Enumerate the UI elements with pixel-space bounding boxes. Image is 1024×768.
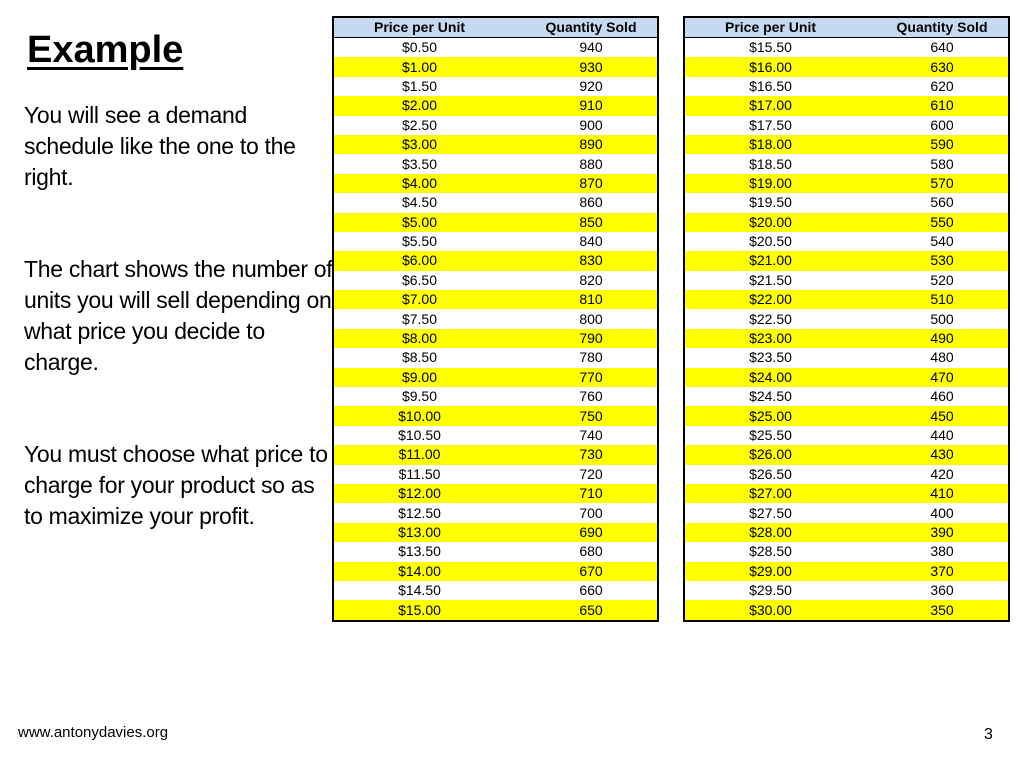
table-row — [684, 213, 1009, 232]
table-row — [333, 368, 658, 387]
table-row — [684, 426, 1009, 445]
price-cell: $12.50 — [333, 503, 525, 522]
quantity-cell: 440 — [876, 426, 1009, 445]
quantity-cell: 880 — [525, 154, 658, 173]
price-cell: $17.00 — [684, 96, 876, 115]
table-row — [684, 232, 1009, 251]
table-row — [333, 193, 658, 212]
price-cell: $20.00 — [684, 213, 876, 232]
price-cell: $8.50 — [333, 348, 525, 367]
quantity-cell: 620 — [876, 77, 1009, 96]
table-row — [684, 562, 1009, 581]
table-row — [333, 581, 658, 600]
table-row — [684, 154, 1009, 173]
quantity-cell: 580 — [876, 154, 1009, 173]
quantity-cell: 420 — [876, 465, 1009, 484]
quantity-cell: 650 — [525, 600, 658, 620]
price-cell: $9.50 — [333, 387, 525, 406]
table-row — [684, 309, 1009, 328]
table-row — [684, 271, 1009, 290]
price-cell: $13.50 — [333, 542, 525, 561]
table-row — [684, 290, 1009, 309]
quantity-cell: 680 — [525, 542, 658, 561]
demand-schedule-table-left — [332, 16, 659, 622]
quantity-cell: 510 — [876, 290, 1009, 309]
quantity-cell: 370 — [876, 562, 1009, 581]
quantity-cell: 860 — [525, 193, 658, 212]
quantity-cell: 710 — [525, 484, 658, 503]
price-cell: $3.50 — [333, 154, 525, 173]
price-cell: $30.00 — [684, 600, 876, 620]
price-cell: $14.50 — [333, 581, 525, 600]
quantity-cell: 500 — [876, 309, 1009, 328]
price-cell: $22.50 — [684, 309, 876, 328]
table-row — [333, 213, 658, 232]
price-cell: $7.50 — [333, 309, 525, 328]
table-row — [333, 542, 658, 561]
quantity-cell: 890 — [525, 135, 658, 154]
price-per-unit-header: Price per Unit — [333, 17, 525, 38]
price-cell: $2.50 — [333, 116, 525, 135]
quantity-cell: 480 — [876, 348, 1009, 367]
price-cell: $6.00 — [333, 251, 525, 270]
table-row — [333, 77, 658, 96]
table-row — [333, 465, 658, 484]
price-cell: $15.00 — [333, 600, 525, 620]
price-cell: $28.00 — [684, 523, 876, 542]
price-cell: $14.00 — [333, 562, 525, 581]
instruction-paragraph: You must choose what price to charge for your product so as to maximize your profit. — [24, 441, 328, 529]
table-row — [684, 174, 1009, 193]
quantity-cell: 740 — [525, 426, 658, 445]
table-row — [333, 96, 658, 115]
quantity-cell: 600 — [876, 116, 1009, 135]
price-cell: $5.00 — [333, 213, 525, 232]
table-row — [333, 174, 658, 193]
price-cell: $10.00 — [333, 406, 525, 425]
quantity-cell: 820 — [525, 271, 658, 290]
quantity-cell: 840 — [525, 232, 658, 251]
table-row — [684, 542, 1009, 561]
price-cell: $24.50 — [684, 387, 876, 406]
table-row — [684, 523, 1009, 542]
price-cell: $23.00 — [684, 329, 876, 348]
quantity-cell: 520 — [876, 271, 1009, 290]
table-row — [684, 465, 1009, 484]
table-row — [684, 387, 1009, 406]
table-row — [684, 57, 1009, 76]
quantity-cell: 470 — [876, 368, 1009, 387]
price-cell: $15.50 — [684, 38, 876, 58]
table-row — [684, 348, 1009, 367]
price-cell: $21.50 — [684, 271, 876, 290]
price-cell: $6.50 — [333, 271, 525, 290]
quantity-cell: 920 — [525, 77, 658, 96]
quantity-cell: 430 — [876, 445, 1009, 464]
price-cell: $8.00 — [333, 329, 525, 348]
table-row — [684, 581, 1009, 600]
quantity-cell: 410 — [876, 484, 1009, 503]
table-row — [333, 348, 658, 367]
price-cell: $16.50 — [684, 77, 876, 96]
quantity-cell: 790 — [525, 329, 658, 348]
quantity-cell: 700 — [525, 503, 658, 522]
table-row — [684, 96, 1009, 115]
price-cell: $26.00 — [684, 445, 876, 464]
table-row — [684, 600, 1009, 620]
table-row — [333, 406, 658, 425]
quantity-cell: 660 — [525, 581, 658, 600]
quantity-cell: 550 — [876, 213, 1009, 232]
table-row — [684, 193, 1009, 212]
price-cell: $18.50 — [684, 154, 876, 173]
price-cell: $19.00 — [684, 174, 876, 193]
price-cell: $22.00 — [684, 290, 876, 309]
table-row — [684, 77, 1009, 96]
quantity-cell: 400 — [876, 503, 1009, 522]
table-row — [684, 116, 1009, 135]
table-row — [333, 309, 658, 328]
price-cell: $11.00 — [333, 445, 525, 464]
footer-website: www.antonydavies.org — [18, 724, 169, 741]
price-per-unit-header: Price per Unit — [684, 17, 876, 38]
price-cell: $28.50 — [684, 542, 876, 561]
quantity-cell: 350 — [876, 600, 1009, 620]
table-row — [333, 445, 658, 464]
chart-explanation-paragraph: The chart shows the number of units you will sell depending on what price you decide to charge. — [24, 256, 333, 375]
price-cell: $2.00 — [333, 96, 525, 115]
quantity-cell: 360 — [876, 581, 1009, 600]
quantity-sold-header: Quantity Sold — [876, 17, 1009, 38]
quantity-cell: 720 — [525, 465, 658, 484]
table-row — [333, 116, 658, 135]
table-row — [684, 445, 1009, 464]
price-cell: $24.00 — [684, 368, 876, 387]
price-cell: $13.00 — [333, 523, 525, 542]
quantity-cell: 610 — [876, 96, 1009, 115]
price-cell: $1.50 — [333, 77, 525, 96]
table-row — [684, 251, 1009, 270]
table-row — [333, 271, 658, 290]
table-row — [333, 38, 658, 58]
price-cell: $18.00 — [684, 135, 876, 154]
price-cell: $4.50 — [333, 193, 525, 212]
quantity-sold-header: Quantity Sold — [525, 17, 658, 38]
intro-paragraph: You will see a demand schedule like the one to the right. — [24, 102, 296, 190]
price-cell: $10.50 — [333, 426, 525, 445]
price-cell: $0.50 — [333, 38, 525, 58]
table-row — [333, 484, 658, 503]
table-row — [684, 406, 1009, 425]
price-cell: $7.00 — [333, 290, 525, 309]
price-cell: $1.00 — [333, 57, 525, 76]
table-row — [684, 484, 1009, 503]
price-cell: $9.00 — [333, 368, 525, 387]
quantity-cell: 570 — [876, 174, 1009, 193]
quantity-cell: 810 — [525, 290, 658, 309]
table-header-row — [333, 17, 658, 38]
table-row — [333, 562, 658, 581]
quantity-cell: 830 — [525, 251, 658, 270]
quantity-cell: 870 — [525, 174, 658, 193]
price-cell: $27.00 — [684, 484, 876, 503]
price-cell: $17.50 — [684, 116, 876, 135]
table-row — [684, 368, 1009, 387]
quantity-cell: 930 — [525, 57, 658, 76]
price-cell: $3.00 — [333, 135, 525, 154]
quantity-cell: 940 — [525, 38, 658, 58]
slide-title: Example — [27, 29, 184, 71]
quantity-cell: 900 — [525, 116, 658, 135]
quantity-cell: 750 — [525, 406, 658, 425]
quantity-cell: 460 — [876, 387, 1009, 406]
table-row — [333, 523, 658, 542]
quantity-cell: 770 — [525, 368, 658, 387]
price-cell: $23.50 — [684, 348, 876, 367]
table-row — [684, 329, 1009, 348]
quantity-cell: 730 — [525, 445, 658, 464]
price-cell: $5.50 — [333, 232, 525, 251]
price-cell: $16.00 — [684, 57, 876, 76]
price-cell: $12.00 — [333, 484, 525, 503]
quantity-cell: 530 — [876, 251, 1009, 270]
quantity-cell: 640 — [876, 38, 1009, 58]
price-cell: $29.50 — [684, 581, 876, 600]
table-row — [333, 503, 658, 522]
quantity-cell: 540 — [876, 232, 1009, 251]
price-cell: $21.00 — [684, 251, 876, 270]
table-row — [684, 38, 1009, 58]
quantity-cell: 670 — [525, 562, 658, 581]
table-row — [333, 329, 658, 348]
price-cell: $19.50 — [684, 193, 876, 212]
demand-schedule-table-right — [683, 16, 1010, 622]
price-cell: $11.50 — [333, 465, 525, 484]
quantity-cell: 760 — [525, 387, 658, 406]
table-header-row — [684, 17, 1009, 38]
quantity-cell: 390 — [876, 523, 1009, 542]
table-row — [333, 57, 658, 76]
quantity-cell: 590 — [876, 135, 1009, 154]
quantity-cell: 490 — [876, 329, 1009, 348]
price-cell: $4.00 — [333, 174, 525, 193]
price-cell: $26.50 — [684, 465, 876, 484]
quantity-cell: 560 — [876, 193, 1009, 212]
quantity-cell: 800 — [525, 309, 658, 328]
price-cell: $25.50 — [684, 426, 876, 445]
quantity-cell: 450 — [876, 406, 1009, 425]
table-row — [333, 600, 658, 620]
quantity-cell: 910 — [525, 96, 658, 115]
quantity-cell: 380 — [876, 542, 1009, 561]
table-row — [684, 135, 1009, 154]
table-row — [333, 387, 658, 406]
table-row — [684, 503, 1009, 522]
quantity-cell: 690 — [525, 523, 658, 542]
quantity-cell: 780 — [525, 348, 658, 367]
price-cell: $25.00 — [684, 406, 876, 425]
price-cell: $20.50 — [684, 232, 876, 251]
table-row — [333, 426, 658, 445]
table-row — [333, 290, 658, 309]
price-cell: $27.50 — [684, 503, 876, 522]
price-cell: $29.00 — [684, 562, 876, 581]
table-row — [333, 232, 658, 251]
table-row — [333, 154, 658, 173]
table-row — [333, 251, 658, 270]
table-row — [333, 135, 658, 154]
quantity-cell: 630 — [876, 57, 1009, 76]
page-number: 3 — [984, 726, 993, 743]
quantity-cell: 850 — [525, 213, 658, 232]
